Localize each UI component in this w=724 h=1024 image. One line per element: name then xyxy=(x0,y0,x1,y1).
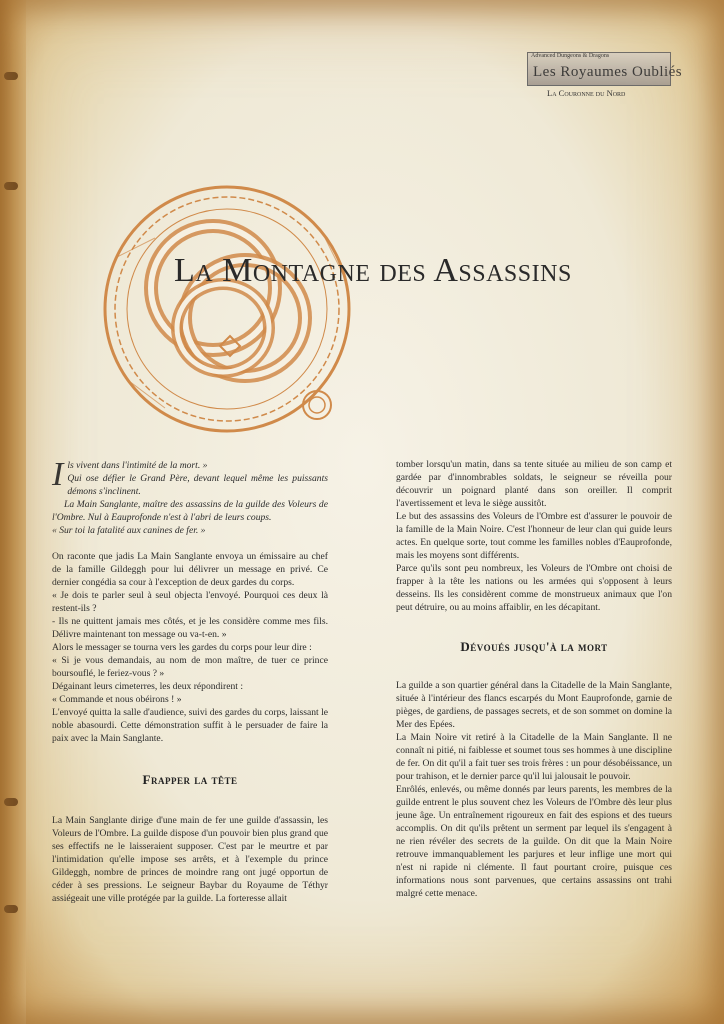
intro-line: La Main Sanglante, maître des assassins de la guilde des Voleurs de l'Ombre. Nul à Eauprofonde n'est à l'abri de leurs coups. xyxy=(52,499,328,523)
binding-ring-icon xyxy=(4,182,18,190)
book-subtitle: La Couronne du Nord xyxy=(547,88,626,98)
intro-line: « Sur toi la fatalité aux canines de fer. » xyxy=(52,525,206,536)
page-title: La Montagne des Assassins xyxy=(174,252,572,289)
intro-quote xyxy=(52,456,328,537)
logo-main-text: Les Royaumes Oubliés xyxy=(533,64,683,80)
binding-ring-icon xyxy=(4,905,18,913)
body-paragraph: La Main Noire vit retiré à la Citadelle de la Main Sanglante. Il ne connaît ni pitié, ni faiblesse et soumet tous ses hommes à une discipline de fer. On dit qu'il a fait tuer ses trois frères : un pour désobéissance, un pour trahison, et le dernier parce qu'il lui jalousait le pouvoir. xyxy=(396,732,672,782)
body-paragraph: tomber lorsqu'un matin, dans sa tente située au milieu de son camp et gardée par d'innombrables soldats, le seigneur se réveilla pour découvrir un poignard planté dans son oreiller. Il comprit l'avertissement et leva le siège aussitôt. xyxy=(396,459,672,509)
body-paragraph: Enrôlés, enlevés, ou même donnés par leurs parents, les membres de la guilde entrent le plus souvent chez les Voleurs de l'Ombre dès leur plus jeune âge. Un entraînement rigoureux en fait des espions et des tueurs accomplis. On dit qu'ils prêtent un serment par lequel ils s'engagent à ne rien révéler des secrets de la guilde. On dit que la Main Noire retrouve immanquablement les parjures et leur inflige une mort qui n'est ni rapide ni clémente. Il faut pourtant croire, puisque ces informations nous sont parvenues, que certains assassins ont trahi malgré cette menace. xyxy=(396,784,672,899)
section-paragraph: La Main Sanglante dirige d'une main de fer une guilde d'assassin, les Voleurs de l'Ombre. La guilde dispose d'un pouvoir bien plus grand que ses effectifs ne le laisseraient supposer. C'est par le meurtre et par l'intimidation qu'elle impose ses arrêts, et à l'exemple du prince Gildeggh, nombre de princes de moindre rang ont jugé opportun de céder à ses pressions. Le seigneur Baybar du Royaume de Téthyr assiégeait une ville protégée par la guilde. La forteresse allait xyxy=(52,815,328,904)
body-paragraph: La guilde a son quartier général dans la Citadelle de la Main Sanglante, située à l'intérieur des flancs escarpés du Mont Eauprofonde, garnie de pièges, de gardiens, de passages secrets, et de son sommet on domine la Mer des Epées. xyxy=(396,680,672,730)
binding-ring-icon xyxy=(4,798,18,806)
story-paragraph: « Commande et nous obéirons ! » xyxy=(52,694,182,705)
body-paragraph: Le but des assassins des Voleurs de l'Ombre est d'assurer le pouvoir de la famille de la Main Noire. C'est l'honneur de leur clan qui guide leurs actes. En quelque sorte, tout comme les familles nobles d'Eauprofonde, mais les moyens sont différents. xyxy=(396,511,672,561)
page-binding xyxy=(0,0,26,1024)
section-heading: Frapper la tête xyxy=(142,772,238,787)
celtic-knot-emblem-icon xyxy=(95,178,360,440)
intro-line: Qui ose défier le Grand Père, devant lequel même les puissants démons s'inclinent. xyxy=(67,473,328,497)
story-paragraph: L'envoyé quitta la salle d'audience, suivi des gardes du corps, laissant le noble abasourdi. Cette démonstration suffit à le persuader de faire la paix avec la Main Sanglante. xyxy=(52,707,328,744)
intro-line: ls vivent dans l'intimité de la mort. » xyxy=(67,460,208,471)
section-heading: Dévoués jusqu'à la mort xyxy=(460,639,608,654)
binding-ring-icon xyxy=(4,72,18,80)
left-column xyxy=(52,456,328,905)
logo-top-text: Advanced Dungeons & Dragons xyxy=(531,53,610,59)
story-paragraph: « Si je vous demandais, au nom de mon maître, de tuer ce prince boursouflé, le feriez-vous ? » xyxy=(52,655,328,679)
story-paragraph: On raconte que jadis La Main Sanglante envoya un émissaire au chef de la famille Gildeggh pour lui délivrer un message en privé. Ce dernier congédia sa cour à l'exception de deux gardes du corps. xyxy=(52,551,328,588)
right-column xyxy=(396,458,672,900)
story-paragraph: - Ils ne quittent jamais mes côtés, et je les considère comme mes fils. Délivre maintenant ton message ou va-t-en. » xyxy=(52,616,328,640)
story-paragraph: Alors le messager se tourna vers les gardes du corps pour leur dire : xyxy=(52,642,312,653)
game-logo xyxy=(527,52,683,86)
body-paragraph: Parce qu'ils sont peu nombreux, les Voleurs de l'Ombre ont choisi de frapper à la tête les nations ou les armées qui s'opposent à leurs desseins. Ils les considèrent comme de monstrueux animaux que l'on peut détruire, ou au moins affaiblir, en les décapitant. xyxy=(396,563,672,613)
drop-cap: I xyxy=(52,456,64,493)
story-paragraph: Dégainant leurs cimeterres, les deux répondirent : xyxy=(52,681,244,692)
story-paragraph: « Je dois te parler seul à seul objecta l'envoyé. Pourquoi ces deux là restent-ils ? xyxy=(52,590,328,614)
